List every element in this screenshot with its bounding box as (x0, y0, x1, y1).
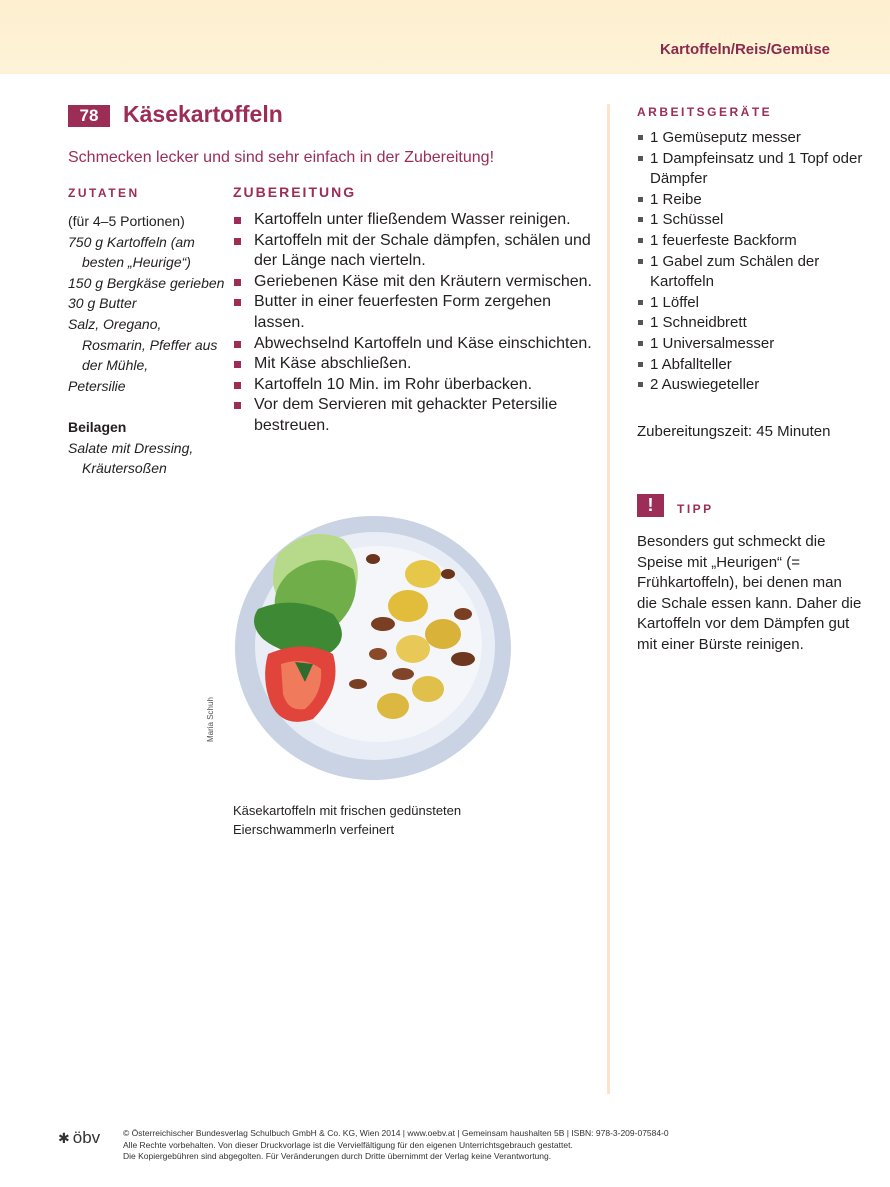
square-bullet-icon (234, 217, 241, 224)
tool-item: 1 Reibe (637, 190, 867, 211)
tip-text: Besonders gut schmeckt die Speise mit „Heurigen“ (= Frühkartoffeln), bei denen man die Schale essen kann. Daher die Kartoffeln vor dem Dämpfen gut mit einer Bürste reinigen. (637, 533, 862, 653)
step-item: Geriebenen Käse mit den Kräutern vermischen. (233, 272, 593, 293)
step-item: Kartoffeln unter fließendem Wasser reinigen. (233, 210, 593, 231)
photo-credit: Maria Schuh (206, 697, 215, 742)
tools-list (637, 128, 867, 396)
step-item: Mit Käse abschließen. (233, 354, 593, 375)
publisher-logo: ✱ öbv (58, 1128, 101, 1147)
column-divider (607, 104, 610, 1094)
header-band (0, 0, 890, 74)
sides-text: Salate mit Dressing, Kräutersoßen (68, 439, 194, 477)
tip-heading: TIPP (677, 502, 714, 516)
square-bullet-icon (638, 135, 643, 140)
step-item: Kartoffeln 10 Min. im Rohr überbacken. (233, 375, 593, 396)
photo-caption: Käsekartoffeln mit frischen gedünsteten Eierschwammerln verfeinert (233, 803, 462, 837)
square-bullet-icon (638, 197, 643, 202)
tool-item: 1 Schüssel (637, 210, 867, 231)
section-title: Kartoffeln/Reis/Gemüse (659, 41, 830, 58)
square-bullet-icon (638, 300, 643, 305)
square-bullet-icon (638, 259, 643, 264)
square-bullet-icon (234, 279, 241, 286)
tool-item: 1 Dampfeinsatz und 1 Topf oder Dämpfer (637, 149, 867, 190)
ingredients-heading: ZUTATEN (68, 186, 140, 200)
tool-item: 1 Gemüseputz messer (637, 128, 867, 149)
step-item: Abwechselnd Kartoffeln und Käse einschichten. (233, 334, 593, 355)
square-bullet-icon (234, 238, 241, 245)
square-bullet-icon (234, 341, 241, 348)
square-bullet-icon (234, 299, 241, 306)
square-bullet-icon (638, 362, 643, 367)
ingredients-list (68, 211, 228, 479)
preparation-heading: ZUBEREITUNG (233, 184, 357, 200)
square-bullet-icon (638, 156, 643, 161)
tool-item: 1 Abfallteller (637, 355, 867, 376)
tool-item: 1 Universalmesser (637, 334, 867, 355)
tool-item: 1 feuerfeste Backform (637, 231, 867, 252)
step-item: Butter in einer feuerfesten Form zergehen lassen. (233, 292, 593, 333)
ingredient-item: 750 g Kartoffeln (am besten „Heurige“) (68, 233, 195, 271)
square-bullet-icon (234, 382, 241, 389)
ingredient-item: 150 g Bergkäse gerieben (68, 274, 225, 291)
dish-photo (233, 514, 513, 782)
prep-time: Zubereitungszeit: 45 Minuten (637, 423, 831, 440)
recipe-number-badge: 78 (68, 105, 110, 127)
step-item: Vor dem Servieren mit gehackter Petersilie bestreuen. (233, 395, 593, 436)
tool-item: 2 Auswiegeteller (637, 375, 867, 396)
sides-heading: Beilagen (68, 418, 127, 435)
recipe-subtitle: Schmecken lecker und sind sehr einfach in der Zubereitung! (68, 149, 495, 166)
ingredient-item: Petersilie (68, 377, 126, 394)
square-bullet-icon (638, 320, 643, 325)
square-bullet-icon (638, 382, 643, 387)
square-bullet-icon (234, 361, 241, 368)
step-item: Kartoffeln mit der Schale dämpfen, schälen und der Länge nach vierteln. (233, 231, 593, 272)
tool-item: 1 Schneidbrett (637, 313, 867, 334)
portions: (für 4–5 Portionen) (68, 213, 185, 229)
tool-item: 1 Löffel (637, 293, 867, 314)
ingredient-item: Salz, Oregano, Rosmarin, Pfeffer aus der Mühle, (68, 315, 218, 374)
preparation-steps (233, 210, 593, 437)
tools-heading: ARBEITSGERÄTE (637, 105, 773, 119)
exclamation-icon: ! (637, 494, 664, 517)
asterisk-logo-icon: ✱ (58, 1130, 70, 1146)
tool-item: 1 Gabel zum Schälen der Kartoffeln (637, 252, 867, 293)
square-bullet-icon (638, 341, 643, 346)
ingredient-item: 30 g Butter (68, 295, 137, 312)
recipe-title: Käsekartoffeln (123, 101, 283, 127)
square-bullet-icon (234, 402, 241, 409)
footer-copyright: © Österreichischer Bundesverlag Schulbuch GmbH & Co. KG, Wien 2014 | www.oebv.at | Gemeinsam haushalten 5B | ISBN: 978-3-209-07584-0 Alle Rechte vorbehalten. Von dieser Druckvorlage ist die Vervielfältigung für den eigenen Unterrichtsgebrauch gestattet. Die Kopiergebühren sind abgegolten. Für Veränderungen durch Dritte übernimmt der Verlag keine Verantwortung. (123, 1128, 669, 1161)
square-bullet-icon (638, 238, 643, 243)
square-bullet-icon (638, 217, 643, 222)
